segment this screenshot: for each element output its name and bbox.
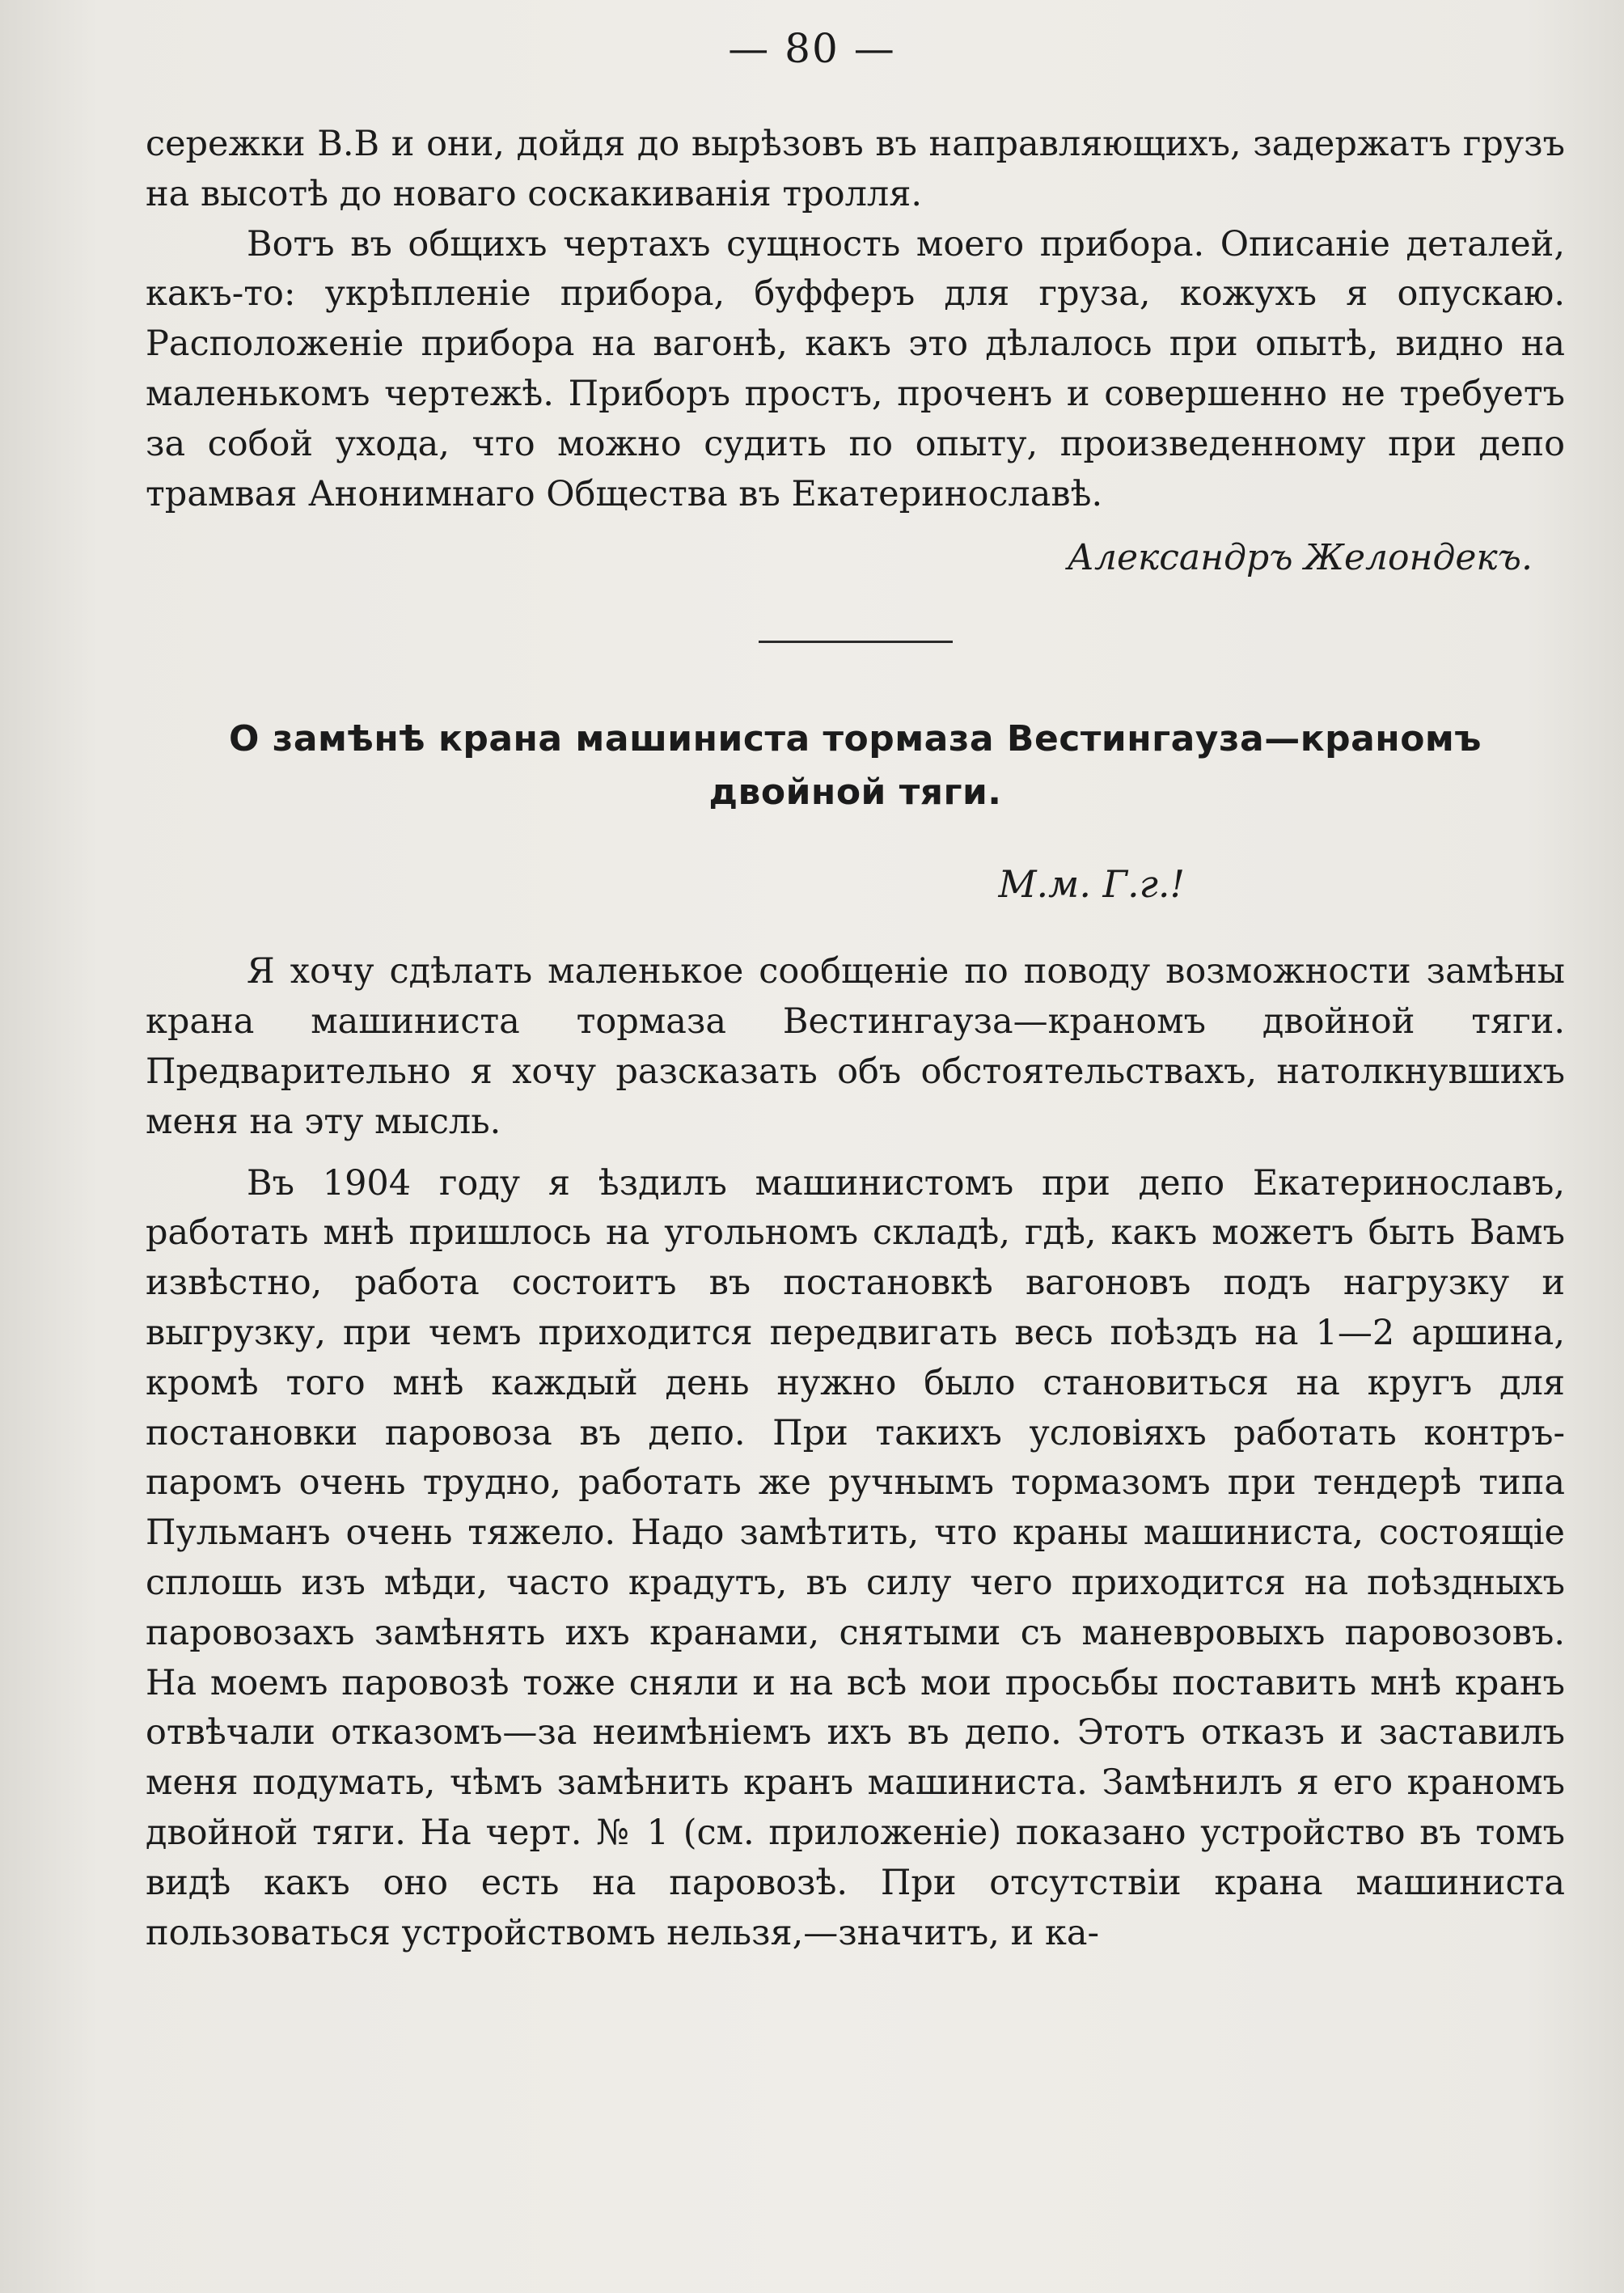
page-number: — 80 — [728,25,896,72]
section-divider [759,641,953,643]
article-paragraph-2: Въ 1904 году я ѣздилъ машинистомъ при депо Екатеринославъ, работать мнѣ пришлось на угольномъ складѣ, гдѣ, какъ можетъ быть Вамъ извѣстно, работа состоитъ въ постановкѣ вагоновъ подъ нагрузку и выгрузку, при чемъ приходится передвигать весь поѣздъ на 1—2 аршина, кромѣ того мнѣ каждый день нужно было становиться на кругъ для постановки паровоза въ депо. При такихъ условіяхъ работать контръ-паромъ очень трудно, работать же ручнымъ тормазомъ при тендерѣ типа Пульманъ очень тяжело. Надо замѣтить, что краны машиниста, состоящіе сплошь изъ мѣди, часто крадутъ, въ силу чего приходится на поѣздныхъ паровозахъ замѣнять ихъ кранами, снятыми съ маневровыхъ паровозовъ. На моемъ паровозѣ тоже сняли и на всѣ мои просьбы поставить мнѣ кранъ отвѣчали отказомъ—за неимѣніемъ ихъ въ депо. Этотъ отказъ и заставилъ меня подумать, чѣмъ замѣнить кранъ машиниста. Замѣнилъ я его краномъ двойной тяги. На черт. № 1 (см. приложеніе) показано устройство въ томъ видѣ какъ оно есть на паровозѣ. При отсутствіи крана машиниста пользоваться устройствомъ нельзя,—значитъ, и ка- [146,1162,1565,1953]
salutation: М.м. Г.г.! [998,862,1185,907]
continuation-paragraph-2: Вотъ въ общихъ чертахъ сущность моего прибора. Описаніе деталей, какъ-то: укрѣпленіе прибора, буфферъ для груза, кожухъ я опускаю. Расположеніе прибора на вагонѣ, какъ это дѣлалось при опытѣ, видно на маленькомъ чертежѣ. Приборъ простъ, проченъ и совершенно не требуетъ за собой ухода, что можно судить по опыту, произведенному при депо трамвая Анонимнаго Общества въ Екатеринославѣ. [146,223,1565,514]
text-column [146,120,1565,1958]
article-body [146,947,1565,1958]
continuation-paragraph-1: сережки В.В и они, дойдя до вырѣзовъ въ направляющихъ, задержатъ грузъ на высотѣ до новаго соскакиванія тролля. [146,124,1565,214]
article-paragraph-1: Я хочу сдѣлать маленькое сообщеніе по поводу возможности замѣны крана машиниста тормаза Вестингауза—краномъ двойной тяги. Предварительно я хочу разсказать объ обстоятельствахъ, натолкнувшихъ меня на эту мысль. [146,951,1565,1142]
article-title: О замѣнѣ крана машиниста тормаза Вестингауза—краномъ двойной тяги. [229,718,1482,814]
author-signature: Александръ Желондекъ. [1067,537,1533,579]
